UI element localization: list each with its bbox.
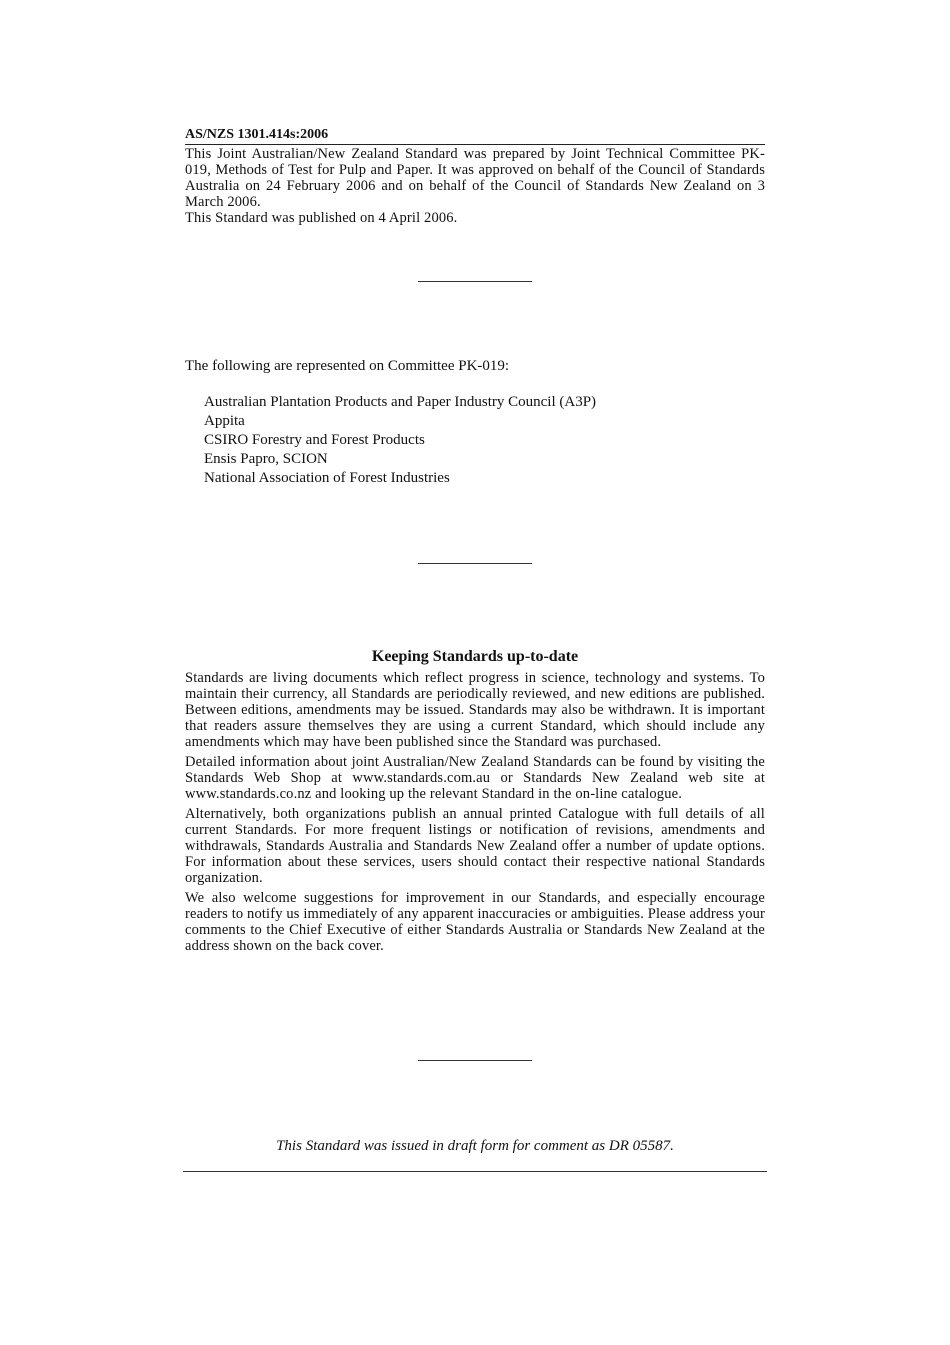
keeping-paragraph: Detailed information about joint Australian/New Zealand Standards can be found by visiting the Standards Web Shop at www.standards.com.au or Standards New Zealand web site at www.standards.co.nz and looking up the relevant Standard in the on-line catalogue. (185, 754, 765, 802)
keeping-standards-body (185, 670, 765, 958)
committee-intro: The following are represented on Committee PK-019: (185, 358, 510, 374)
committee-member-list (204, 393, 596, 488)
publication-date-line: This Standard was published on 4 April 2006. (185, 210, 458, 226)
committee-member: Ensis Papro, SCION (204, 451, 328, 467)
section-divider-1 (418, 281, 532, 282)
committee-member: National Association of Forest Industries (204, 470, 450, 486)
section-divider-3 (418, 1060, 532, 1061)
keeping-paragraph: Alternatively, both organizations publish an annual printed Catalogue with full details of all current Standards. For more frequent listings or notification of revisions, amendments and withdrawals, Standards Australia and Standards New Zealand offer a number of update options. For information about these services, users should contact their respective national Standards organization. (185, 806, 765, 886)
footer-rule (183, 1171, 767, 1172)
standard-code: AS/NZS 1301.414s:2006 (185, 127, 765, 145)
approval-block (185, 146, 765, 226)
committee-member: Appita (204, 413, 245, 429)
keeping-standards-heading: Keeping Standards up-to-date (371, 648, 579, 665)
approval-paragraph: This Joint Australian/New Zealand Standard was prepared by Joint Technical Committee PK-019, Methods of Test for Pulp and Paper. It was approved on behalf of the Council of Standards Australia on 24 February 2006 and on behalf of the Council of Standards New Zealand on 3 March 2006. (185, 146, 765, 210)
committee-member: Australian Plantation Products and Paper Industry Council (A3P) (204, 394, 597, 410)
draft-note: This Standard was issued in draft form for comment as DR 05587. (276, 1138, 674, 1154)
committee-member: CSIRO Forestry and Forest Products (204, 432, 425, 448)
keeping-paragraph: Standards are living documents which reflect progress in science, technology and systems. To maintain their currency, all Standards are periodically reviewed, and new editions are published. Between editions, amendments may be issued. Standards may also be withdrawn. It is important that readers assure themselves they are using a current Standard, which should include any amendments which may have been published since the Standard was purchased. (185, 670, 765, 750)
section-divider-2 (418, 563, 532, 564)
keeping-paragraph: We also welcome suggestions for improvement in our Standards, and especially encourage readers to notify us immediately of any apparent inaccuracies or ambiguities. Please address your comments to the Chief Executive of either Standards Australia or Standards New Zealand at the address shown on the back cover. (185, 890, 765, 954)
